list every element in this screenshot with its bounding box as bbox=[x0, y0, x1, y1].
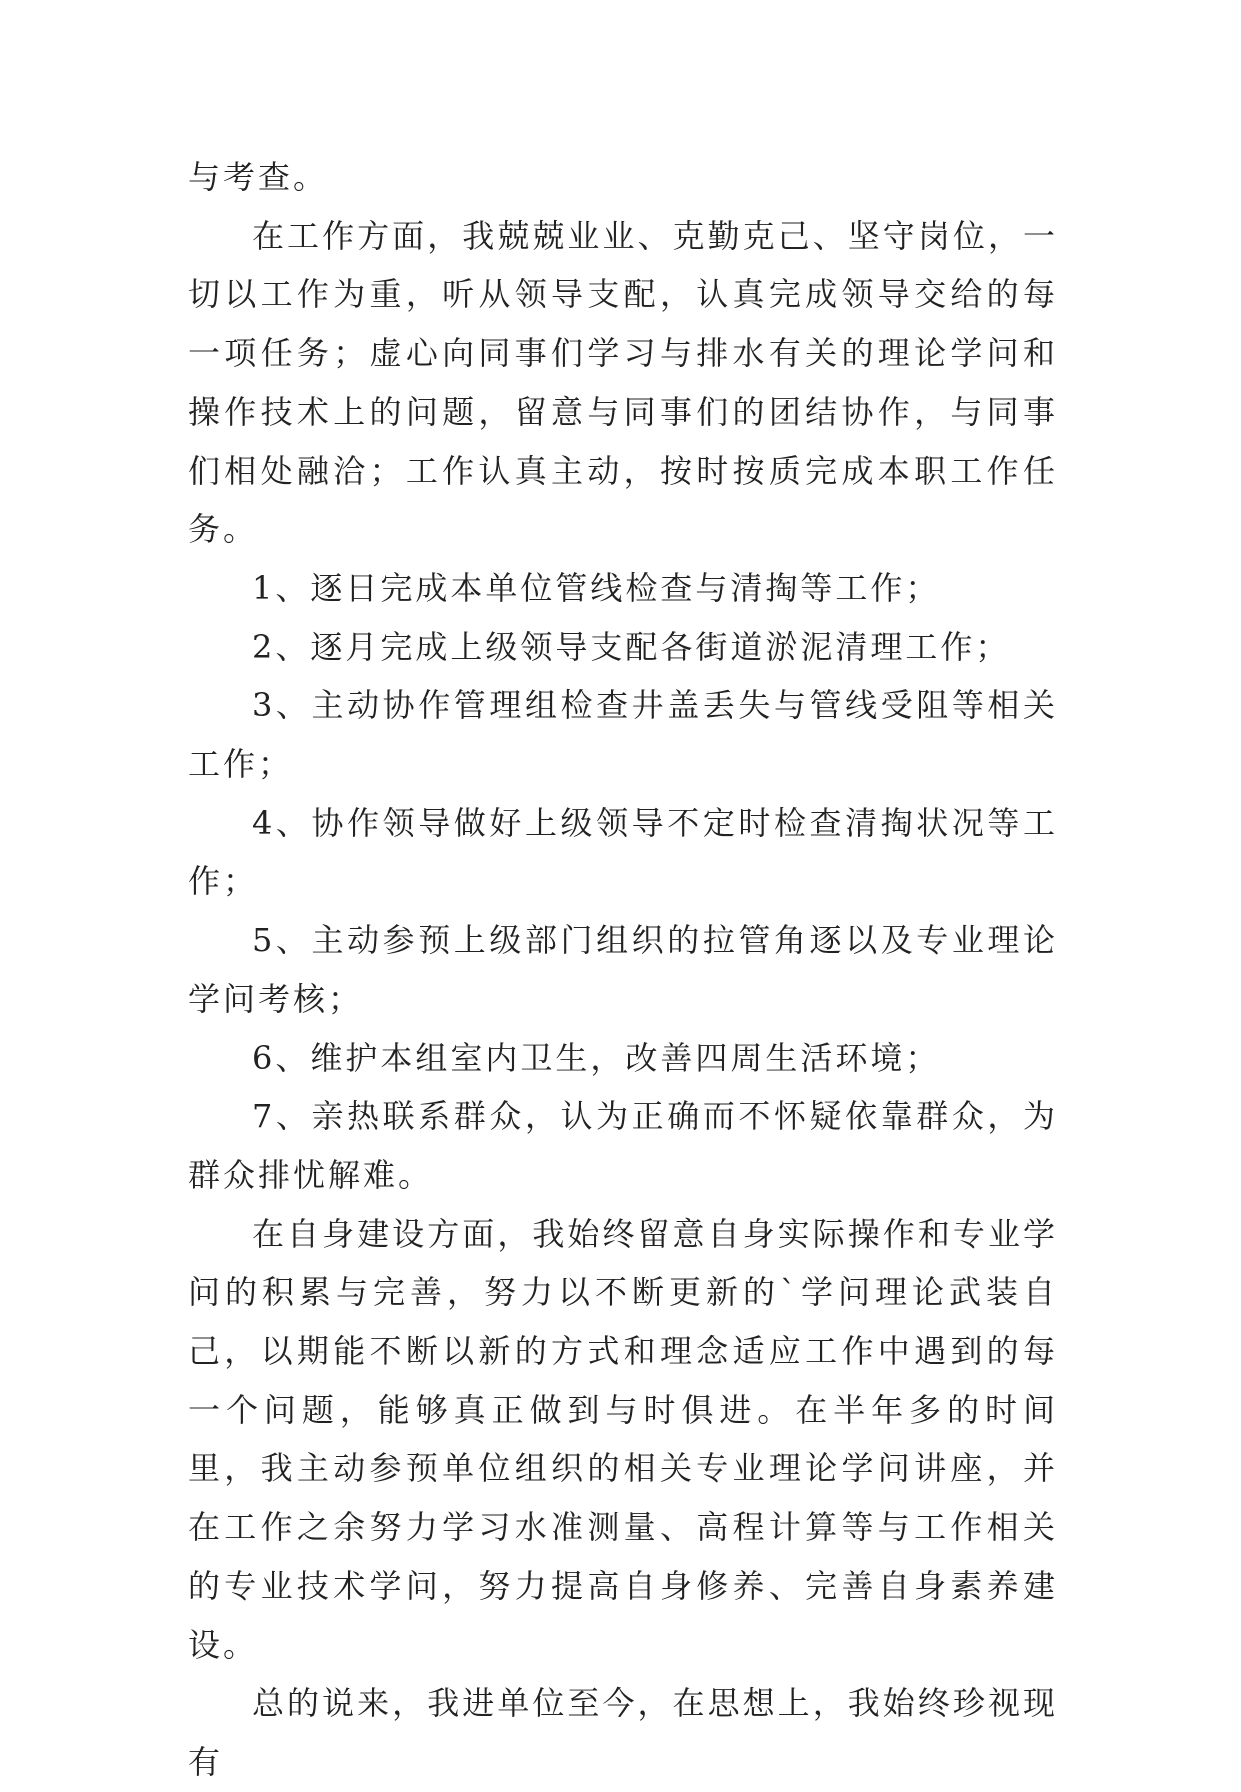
list-item: 7、亲热联系群众，认为正确而不怀疑依靠群众，为群众排忧解难。 bbox=[188, 1097, 1058, 1194]
list-item: 1、逐日完成本单位管线检查与清掏等工作； bbox=[252, 568, 941, 607]
list-item: 6、维护本组室内卫生，改善四周生活环境； bbox=[252, 1038, 941, 1077]
document-body bbox=[188, 148, 1058, 1792]
list-item: 2、逐月完成上级领导支配各街道淤泥清理工作； bbox=[252, 627, 1011, 666]
paragraph: 在自身建设方面，我始终留意自身实际操作和专业学问的积累与完善，努力以不断更新的`学问理论武装自己，以期能不断以新的方式和理念适应工作中遇到的每一个问题，能够真正做到与时俱进。在半年多的时间里，我主动参预单位组织的相关专业理论学问讲座，并在工作之余努力学习水准测量、高程计算等与工作相关的专业技术学问，努力提高自身修养、完善自身素养建设。 bbox=[188, 1214, 1058, 1664]
list-item: 5、主动参预上级部门组织的拉管角逐以及专业理论学问考核； bbox=[188, 921, 1058, 1018]
list-item: 3、主动协作管理组检查井盖丢失与管线受阻等相关工作； bbox=[188, 686, 1058, 784]
paragraph: 总的说来，我进单位至今，在思想上，我始终珍视现有 bbox=[188, 1684, 1058, 1781]
list-item: 4、协作领导做好上级领导不定时检查清掏状况等工作； bbox=[188, 803, 1058, 901]
paragraph: 在工作方面，我兢兢业业、克勤克己、坚守岗位，一切以工作为重，听从领导支配，认真完成领导交给的每一项任务；虚心向同事们学习与排水有关的理论学问和操作技术上的问题，留意与同事们的团结协作，与同事们相处融洽；工作认真主动，按时按质完成本职工作任务。 bbox=[188, 216, 1058, 549]
paragraph: 与考查。 bbox=[188, 158, 329, 196]
